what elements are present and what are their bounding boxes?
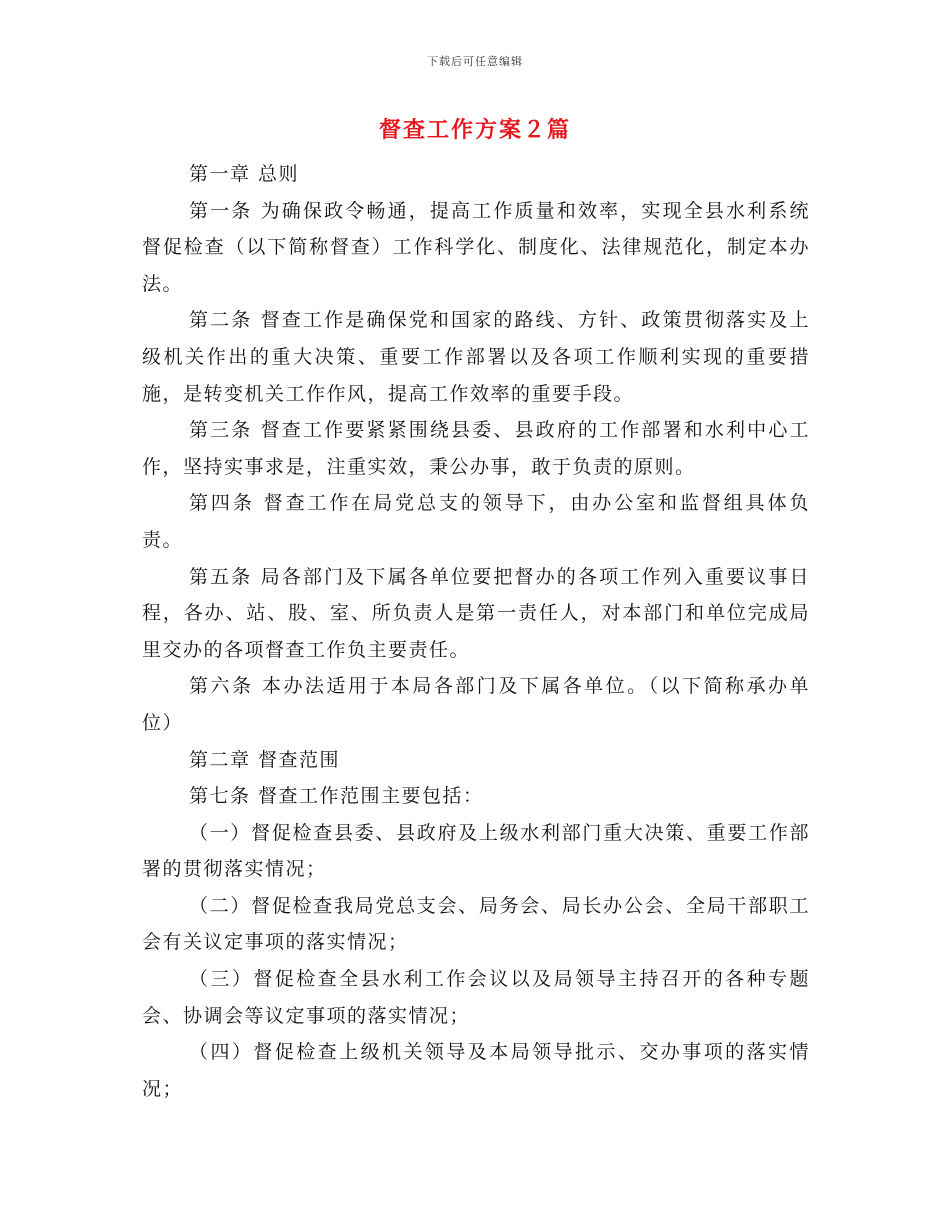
header-note: 下载后可任意编辑	[427, 55, 523, 68]
paragraph: 第二条 督查工作是确保党和国家的路线、方针、政策贯彻落实及上级机关作出的重大决策、重要工作部署以及各项工作顺利实现的重要措施，是转变机关工作作风，提高工作效率的重要手段。	[142, 309, 810, 405]
paragraph: 第七条 督查工作范围主要包括：	[189, 785, 484, 808]
paragraph: 第五条 局各部门及下属各单位要把督办的各项工作列入重要议事日程，各办、站、股、室、所负责人是第一责任人，对本部门和单位完成局里交办的各项督查工作负主要责任。	[142, 565, 810, 661]
paragraph: 第六条 本办法适用于本局各部门及下属各单位。（以下简称承办单位）	[142, 675, 810, 734]
paragraph: （二）督促检查我局党总支会、局务会、局长办公会、全局干部职工会有关议定事项的落实情况；	[142, 894, 810, 954]
paragraph: 第一章 总则	[189, 163, 300, 185]
document-body	[142, 156, 810, 1107]
paragraph: 第四条 督查工作在局党总支的领导下，由办公室和监督组具体负责。	[142, 492, 810, 551]
paragraph: （四）督促检查上级机关领导及本局领导批示、交办事项的落实情况；	[142, 1041, 810, 1100]
paragraph: 第一条 为确保政令畅通，提高工作质量和效率，实现全县水利系统督促检查（以下简称督查）工作科学化、制度化、法律规范化，制定本办法。	[142, 199, 810, 295]
paragraph: 第三条 督查工作要紧紧围绕县委、县政府的工作部署和水利中心工作，坚持实事求是，注重实效，秉公办事，敢于负责的原则。	[142, 419, 810, 478]
paragraph: （一）督促检查县委、县政府及上级水利部门重大决策、重要工作部署的贯彻落实情况；	[142, 821, 810, 881]
paragraph: 第二章 督查范围	[189, 748, 341, 771]
paragraph: （三）督促检查全县水利工作会议以及局领导主持召开的各种专题会、协调会等议定事项的落实情况；	[142, 968, 810, 1027]
document-title: 督查工作方案２篇	[378, 117, 571, 143]
